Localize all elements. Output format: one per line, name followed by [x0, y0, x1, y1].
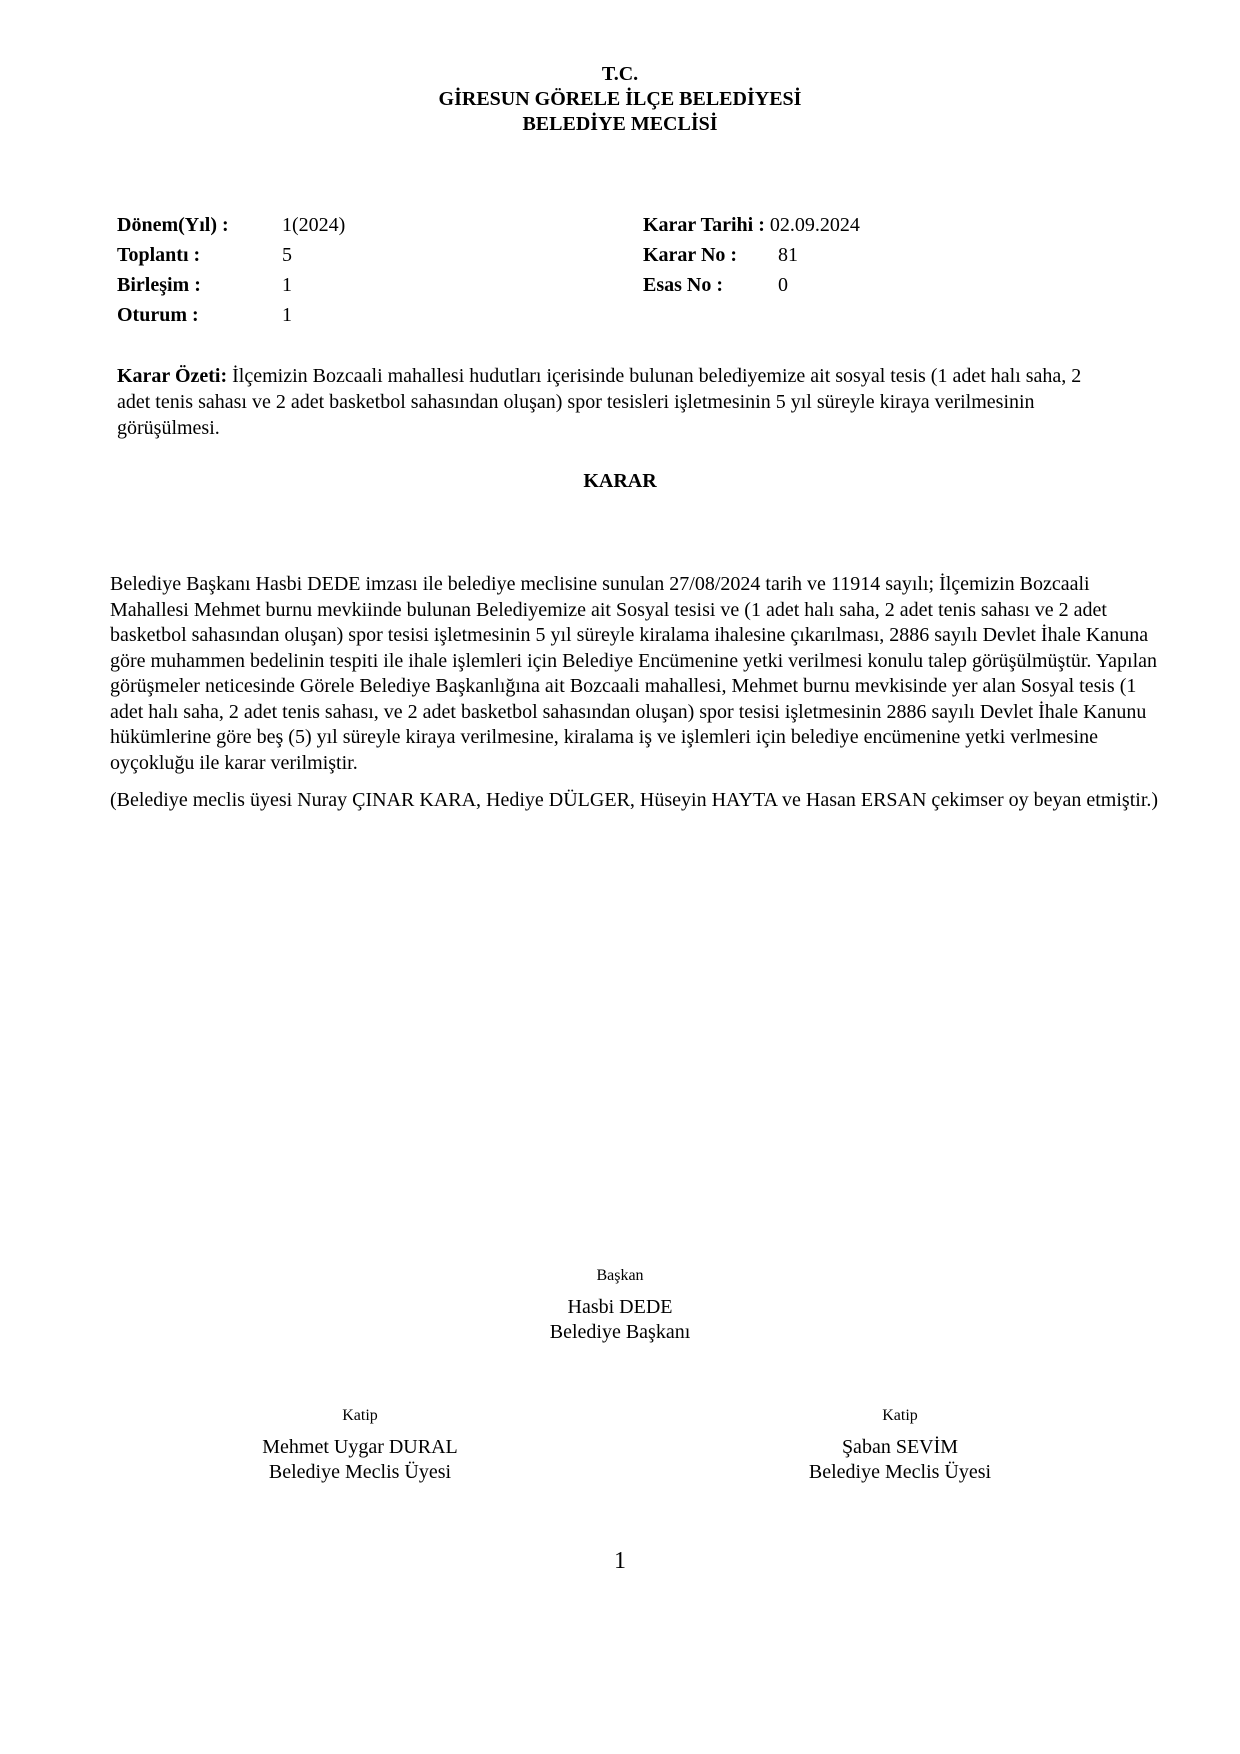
header-municipality: GİRESUN GÖRELE İLÇE BELEDİYESİ: [438, 88, 802, 110]
signature-title: Belediye Meclis Üyesi: [268, 1461, 452, 1483]
signature-role: Katip: [342, 1407, 378, 1424]
signature-name: Hasbi DEDE: [567, 1296, 673, 1318]
meta-value: 1: [282, 274, 292, 296]
meta-row-karar-no: [643, 240, 860, 270]
signature-name: Şaban SEVİM: [841, 1436, 959, 1458]
summary-text: İlçemizin Bozcaali mahallesi hudutları içerisinde bulunan belediyemize ait sosyal tesis (1 adet halı saha, 2 adet tenis sahası ve 2 adet basketbol sahasından oluşan) spor tesisleri işletmesinin 5 yıl süreyle kiraya verilmesinin görüşülmesi.: [117, 365, 1082, 439]
page-number: 1: [614, 1548, 626, 1574]
meta-label: Oturum :: [117, 304, 199, 326]
summary-label: Karar Özeti:: [117, 365, 228, 387]
signature-title: Belediye Meclis Üyesi: [808, 1461, 992, 1483]
body-paragraph-2: (Belediye meclis üyesi Nuray ÇINAR KARA, Hediye DÜLGER, Hüseyin HAYTA ve Hasan ERSAN çekimser oy beyan etmiştir.): [110, 789, 1159, 811]
meta-label: Birleşim :: [117, 274, 201, 296]
meta-value: 5: [282, 244, 292, 266]
signature-role: Katip: [882, 1407, 918, 1424]
meta-row-esas-no: [643, 270, 860, 300]
decision-summary: [117, 363, 1117, 441]
meta-label: Toplantı :: [117, 244, 201, 266]
meta-value: 0: [778, 274, 788, 296]
meta-left: [117, 210, 345, 330]
meta-row-oturum: [117, 300, 345, 330]
meta-label: Dönem(Yıl) :: [117, 214, 229, 236]
meta-right: [643, 210, 860, 300]
signature-title: Belediye Başkanı: [549, 1321, 691, 1343]
meta-row-donem: [117, 210, 345, 240]
meta-row-karar-tarihi: [643, 210, 860, 240]
meta-value: 1: [282, 304, 292, 326]
meta-value: 1(2024): [282, 214, 346, 236]
meta-label: Esas No :: [643, 274, 724, 296]
header-tc: T.C.: [601, 63, 639, 85]
signature-katip-1: [160, 1405, 560, 1485]
meta-value: 81: [778, 244, 798, 266]
meta-row-toplanti: [117, 240, 345, 270]
meta-label: Karar Tarihi :: [643, 214, 765, 236]
document-header: [0, 62, 1240, 137]
decision-body: [110, 572, 1165, 826]
meta-row-birlesim: [117, 270, 345, 300]
decision-title: KARAR: [583, 470, 657, 492]
meta-label: Karar No :: [643, 244, 738, 266]
signature-role: Başkan: [596, 1267, 644, 1284]
signature-name: Mehmet Uygar DURAL: [262, 1436, 458, 1458]
signature-katip-2: [700, 1405, 1100, 1485]
meta-value: 02.09.2024: [769, 214, 860, 236]
header-council: BELEDİYE MECLİSİ: [522, 113, 718, 135]
body-paragraph-1: Belediye Başkanı Hasbi DEDE imzası ile belediye meclisine sunulan 27/08/2024 tarih ve 11914 sayılı; İlçemizin Bozcaali Mahallesi Mehmet burnu mevkiinde bulunan Belediyemize ait Sosyal tesisi ve (1 adet halı saha, 2 adet tenis sahası ve 2 adet basketbol sahasından oluşan) spor tesisi işletmesinin 5 yıl süreyle kiralama ihalesine çıkarılması, 2886 sayılı Devlet İhale Kanuna göre muhammen bedelinin tespiti ile ihale işlemleri için Belediye Encümenine yetki verilmesi konulu talep görüşülmüştür. Yapılan görüşmeler neticesinde Görele Belediye Başkanlığına ait Bozcaali mahallesi, Mehmet burnu mevkisinde yer alan Sosyal tesis (1 adet halı saha, 2 adet tenis sahası, ve 2 adet basketbol sahasından oluşan) spor tesisi işletmesinin 2886 sayılı Devlet İhale Kanunu hükümlerine göre beş (5) yıl süreyle kiraya verilmesine, kiralama iş ve işlemleri için belediye encümenine yetki verlmesine oyçokluğu ile karar verilmiştir.: [110, 573, 1158, 774]
signature-baskan: [420, 1265, 820, 1345]
